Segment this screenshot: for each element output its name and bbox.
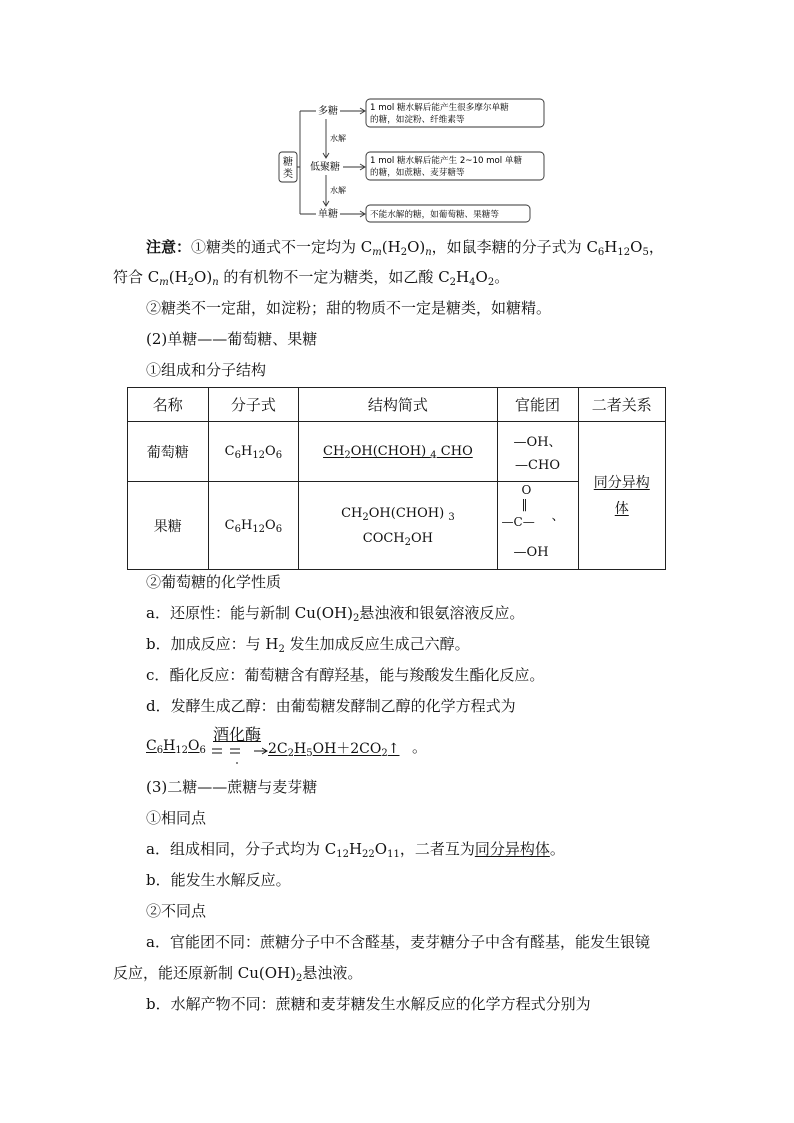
diff-points-title: ②不同点 [146, 902, 207, 920]
glucose-formula: $C_6H_{12}O_6$ [208, 422, 299, 482]
carbonyl-oxygen: O [521, 482, 532, 497]
diff-point-a-line1: a．官能团不同：蔗糖分子中不含醛基，麦芽糖分子中含有醛基，能发生银镜 [146, 933, 650, 951]
diagram-root-label-1: 糖 [283, 157, 293, 168]
table-row-glucose [128, 422, 666, 482]
diagram-root-label-2: 类 [283, 169, 293, 180]
glucose-structure: $CH_2OH(CHOH)$ $_4$ CHO [299, 422, 497, 482]
fg-separator: 、 [551, 508, 565, 524]
diagram-node-mono: 单糖 [318, 209, 338, 220]
relation-cell: 同分异构 体 [578, 422, 665, 570]
diagram-node-oligo: 低聚糖 [310, 162, 340, 173]
diagram-arrow-right-1 [340, 108, 365, 114]
property-a: a．还原性：能与新制 $Cu(OH)_2$悬浊液和银氨溶液反应。 [146, 604, 525, 624]
diagram-arrow-down-2 [323, 175, 329, 206]
fermentation-equation [146, 722, 446, 768]
diff-point-b: b．水解产物不同：蔗糖和麦芽糖发生水解反应的化学方程式分别为 [146, 995, 591, 1013]
carbonyl-double-bond: ‖ [521, 496, 528, 511]
property-d: d．发酵生成乙醇：由葡萄糖发酵制乙醇的化学方程式为 [146, 697, 516, 715]
monosaccharide-table [127, 387, 666, 570]
diagram-node-poly: 多糖 [318, 106, 338, 117]
diagram-arrow-label-1: 水解 [330, 134, 346, 143]
equation-reactant: $C_6H_{12}O_6$ [146, 738, 206, 756]
sugar-classification-diagram [270, 95, 550, 225]
fructose-name: 果糖 [128, 482, 209, 570]
note-paragraph-2: ②糖类不一定甜，如淀粉；甜的物质不一定是糖类，如糖精。 [146, 299, 552, 317]
table-header-structure: 结构简式 [299, 388, 497, 422]
property-b: b．加成反应：与 $H_2$ 发生加成反应生成己六醇。 [146, 635, 470, 655]
glucose-properties-title: ②葡萄糖的化学性质 [146, 573, 282, 591]
glucose-functional-groups: —OH、 —CHO [497, 422, 578, 482]
equation-period: 。 [412, 738, 428, 756]
diagram-arrow-right-2 [343, 164, 365, 170]
carbonyl-carbon: —C— [501, 514, 535, 529]
fructose-functional-groups [497, 482, 578, 570]
equation-catalyst: 酒化酶 [213, 725, 262, 744]
section-3-title: (3)二糖——蔗糖与麦芽糖 [146, 778, 318, 796]
glucose-name: 葡萄糖 [128, 422, 209, 482]
same-point-b: b．能发生水解反应。 [146, 871, 291, 889]
hydroxyl-group: —OH [513, 544, 549, 560]
table-header-name: 名称 [128, 388, 209, 422]
diagram-arrow-label-2: 水解 [330, 186, 346, 195]
property-c: c．酯化反应：葡萄糖含有醇羟基，能与羧酸发生酯化反应。 [146, 666, 545, 684]
diagram-box-oligo-line2: 的糖，如蔗糖、麦芽糖等 [370, 168, 465, 178]
equation-arrow [210, 746, 268, 766]
fructose-formula: $C_6H_{12}O_6$ [208, 482, 299, 570]
same-point-a: a．组成相同，分子式均为 $C_{12}H_{22}O_{11}$，二者互为同分异构体。 [146, 840, 565, 860]
table-header-relation: 二者关系 [578, 388, 665, 422]
section-2-title: (2)单糖——葡萄糖、果糖 [146, 330, 318, 348]
diagram-box-poly-line2: 的糖，如淀粉、纤维素等 [370, 115, 465, 125]
table-header-functional-group: 官能团 [497, 388, 578, 422]
diagram-box-oligo-line1: 1 mol 糖水解后能产生 2~10 mol 单糖 [370, 156, 523, 166]
section-2-subtitle: ①组成和分子结构 [146, 361, 267, 379]
diagram-arrow-down-1 [323, 119, 329, 158]
diagram-arrow-right-3 [340, 211, 365, 217]
diagram-box-poly-line1: 1 mol 糖水解后能产生很多摩尔单糖 [370, 103, 509, 113]
note-paragraph-1-cont: 符合 $C_m(H_2O)_n$ 的有机物不一定为糖类，如乙酸 $C_2H_4O_2$。 [113, 268, 510, 288]
same-points-title: ①相同点 [146, 809, 207, 827]
table-header-row [128, 388, 666, 422]
note-paragraph-1: 注意：①糖类的通式不一定均为 $C_m(H_2O)_n$，如鼠李糖的分子式为 $C_6H_{12}O_5$， [146, 238, 664, 258]
table-header-formula: 分子式 [208, 388, 299, 422]
equation-products: $2C_2H_5OH+2CO_2↑$ [268, 741, 400, 759]
diff-point-a-line2: 反应，能还原新制 $Cu(OH)_2$悬浊液。 [113, 964, 363, 984]
diagram-box-mono-line1: 不能水解的糖，如葡萄糖、果糖等 [370, 210, 499, 220]
fructose-structure: $CH_2OH(CHOH)$ $_3$ $COCH_2OH$ [299, 482, 497, 570]
note-label: 注意： [146, 238, 192, 256]
